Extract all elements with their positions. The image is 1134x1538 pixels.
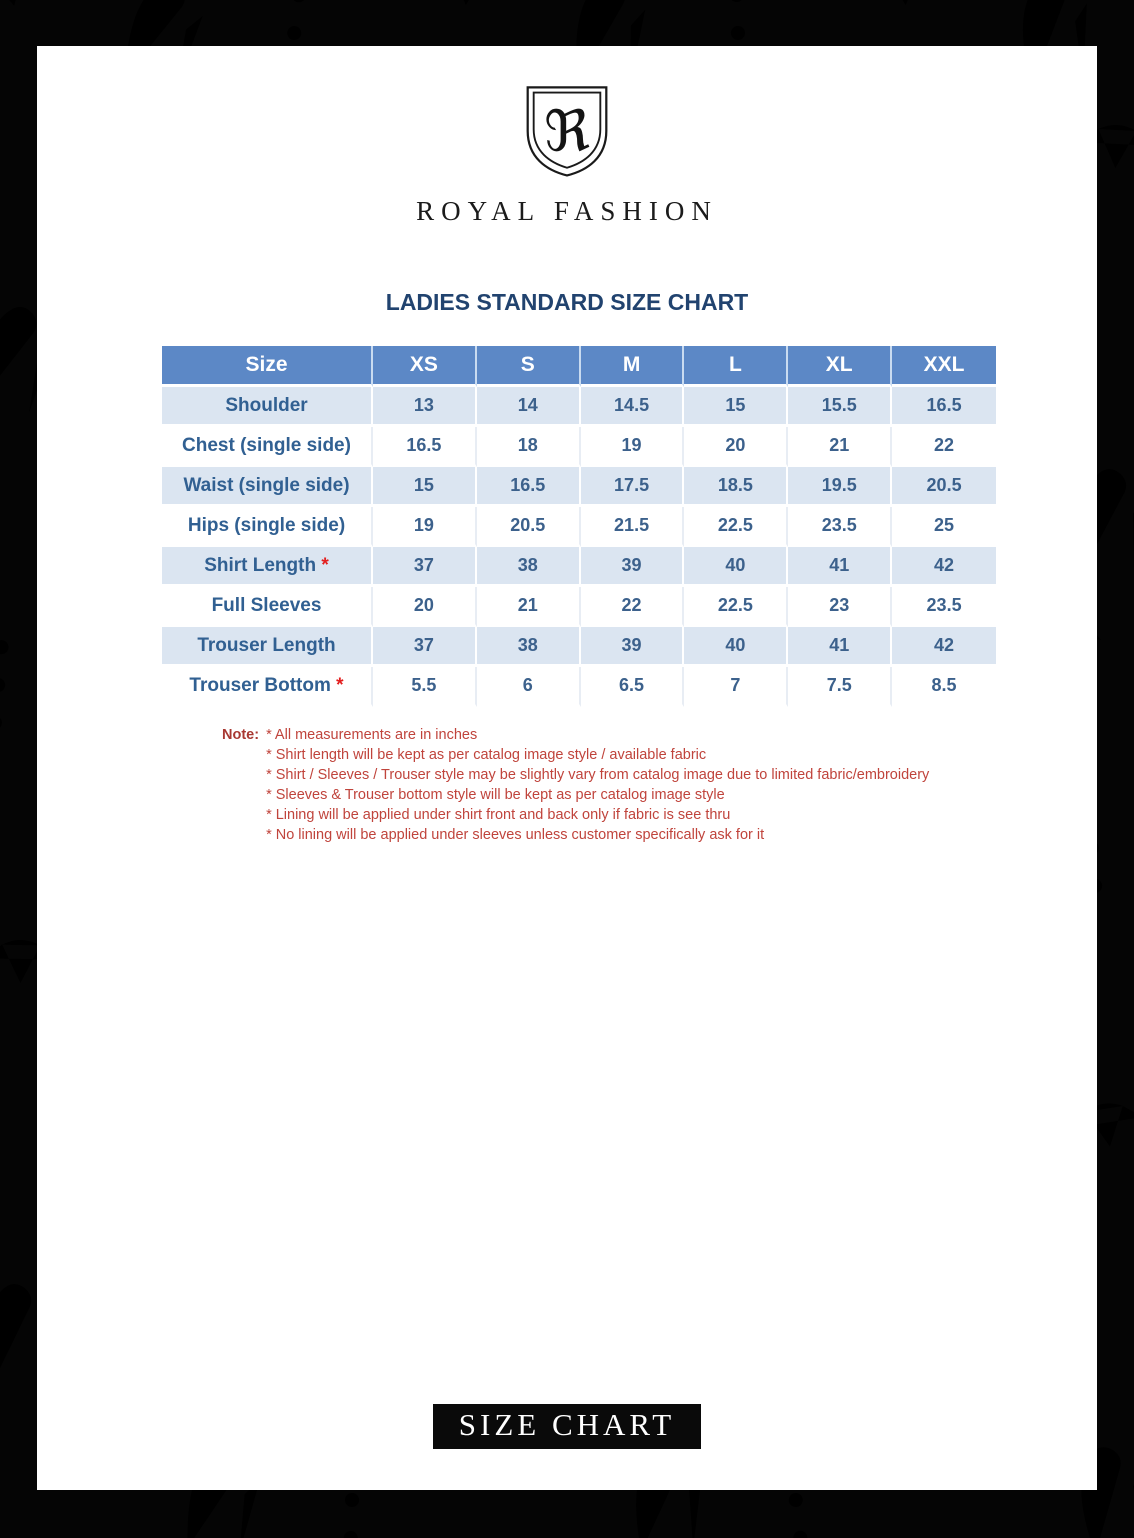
table-row bbox=[162, 427, 996, 467]
row-label-text: Chest (single side) bbox=[182, 434, 351, 456]
row-label-cell bbox=[162, 547, 373, 587]
table-row bbox=[162, 547, 996, 587]
size-value-cell: 39 bbox=[581, 627, 685, 667]
size-value-cell: 42 bbox=[892, 627, 996, 667]
size-value-cell: 21 bbox=[477, 587, 581, 627]
size-value-cell: 16.5 bbox=[892, 387, 996, 427]
size-value-cell: 15 bbox=[684, 387, 788, 427]
brand-name: ROYAL FASHION bbox=[416, 196, 718, 226]
note-item: * No lining will be applied under sleeves unless customer specifically ask for it bbox=[266, 827, 765, 843]
size-value-cell: 14.5 bbox=[581, 387, 685, 427]
column-header-m: M bbox=[581, 346, 685, 387]
column-header-xxl: XXL bbox=[892, 346, 996, 387]
size-value-cell: 22 bbox=[581, 587, 685, 627]
row-label-cell bbox=[162, 427, 373, 467]
size-value-cell: 22 bbox=[892, 427, 996, 467]
size-value-cell: 41 bbox=[788, 627, 892, 667]
table-header-row bbox=[162, 346, 996, 387]
size-value-cell: 21 bbox=[788, 427, 892, 467]
column-header-xs: XS bbox=[373, 346, 477, 387]
size-value-cell: 14 bbox=[477, 387, 581, 427]
note-items bbox=[266, 725, 929, 845]
size-value-cell: 20 bbox=[373, 587, 477, 627]
row-label-cell bbox=[162, 587, 373, 627]
clothing-doodle-icon bbox=[0, 604, 38, 769]
size-value-cell: 37 bbox=[373, 627, 477, 667]
asterisk-marker: * bbox=[316, 554, 329, 576]
size-value-cell: 21.5 bbox=[581, 507, 685, 547]
brand-logo bbox=[37, 84, 1097, 227]
note-label: Note: bbox=[222, 727, 260, 743]
size-value-cell: 5.5 bbox=[373, 667, 477, 707]
row-label-cell bbox=[162, 467, 373, 507]
note-item: * Lining will be applied under shirt front and back only if fabric is see thru bbox=[266, 807, 731, 823]
size-value-cell: 19.5 bbox=[788, 467, 892, 507]
size-chart-table bbox=[162, 346, 996, 707]
column-header-xl: XL bbox=[788, 346, 892, 387]
row-label-cell bbox=[162, 507, 373, 547]
row-label-text: Waist (single side) bbox=[183, 474, 350, 496]
size-value-cell: 8.5 bbox=[892, 667, 996, 707]
footer-banner-wrap bbox=[37, 1404, 1097, 1449]
size-value-cell: 16.5 bbox=[373, 427, 477, 467]
size-value-cell: 15.5 bbox=[788, 387, 892, 427]
size-value-cell: 7.5 bbox=[788, 667, 892, 707]
size-value-cell: 38 bbox=[477, 627, 581, 667]
size-value-cell: 6.5 bbox=[581, 667, 685, 707]
size-value-cell: 20.5 bbox=[892, 467, 996, 507]
note-item: * Sleeves & Trouser bottom style will be kept as per catalog image style bbox=[266, 787, 725, 803]
size-chart-banner: SIZE CHART bbox=[433, 1404, 701, 1449]
size-value-cell: 22.5 bbox=[684, 507, 788, 547]
size-value-cell: 13 bbox=[373, 387, 477, 427]
size-value-cell: 37 bbox=[373, 547, 477, 587]
column-header-l: L bbox=[684, 346, 788, 387]
table-row bbox=[162, 467, 996, 507]
table-row bbox=[162, 627, 996, 667]
page-title: LADIES STANDARD SIZE CHART bbox=[385, 289, 749, 315]
size-value-cell: 18 bbox=[477, 427, 581, 467]
row-label-text: Shirt Length bbox=[204, 554, 317, 576]
size-value-cell: 15 bbox=[373, 467, 477, 507]
size-value-cell: 7 bbox=[684, 667, 788, 707]
size-value-cell: 23 bbox=[788, 587, 892, 627]
row-label-text: Hips (single side) bbox=[187, 514, 346, 536]
row-label-text: Trouser Bottom bbox=[189, 674, 331, 696]
size-value-cell: 23.5 bbox=[892, 587, 996, 627]
size-value-cell: 20 bbox=[684, 427, 788, 467]
size-value-cell: 18.5 bbox=[684, 467, 788, 507]
size-value-cell: 6 bbox=[477, 667, 581, 707]
size-value-cell: 22.5 bbox=[684, 587, 788, 627]
table-row bbox=[162, 587, 996, 627]
size-chart-page bbox=[37, 46, 1097, 1490]
table-row bbox=[162, 387, 996, 427]
size-value-cell: 23.5 bbox=[788, 507, 892, 547]
row-label-cell bbox=[162, 667, 373, 707]
note-item: * Shirt length will be kept as per catalog image style / available fabric bbox=[266, 747, 707, 763]
shield-logo-icon bbox=[523, 84, 611, 178]
table-row bbox=[162, 667, 996, 707]
size-value-cell: 40 bbox=[684, 627, 788, 667]
size-value-cell: 40 bbox=[684, 547, 788, 587]
row-label-cell bbox=[162, 387, 373, 427]
size-value-cell: 19 bbox=[373, 507, 477, 547]
note-item: * Shirt / Sleeves / Trouser style may be slightly vary from catalog image due to limited fabric/embroidery bbox=[266, 767, 930, 783]
size-value-cell: 39 bbox=[581, 547, 685, 587]
size-value-cell: 42 bbox=[892, 547, 996, 587]
blackletter-r-glyph: ℜ bbox=[544, 99, 590, 165]
row-label-cell bbox=[162, 627, 373, 667]
note-item: * All measurements are in inches bbox=[266, 727, 478, 743]
row-label-text: Trouser Length bbox=[197, 634, 336, 656]
size-value-cell: 19 bbox=[581, 427, 685, 467]
asterisk-marker: * bbox=[330, 674, 344, 696]
size-value-cell: 25 bbox=[892, 507, 996, 547]
row-label-text: Shoulder bbox=[225, 394, 308, 416]
notes-section bbox=[222, 725, 929, 845]
row-label-text: Full Sleeves bbox=[211, 594, 322, 616]
size-value-cell: 16.5 bbox=[477, 467, 581, 507]
column-header-size: Size bbox=[162, 346, 373, 387]
table-row bbox=[162, 507, 996, 547]
size-value-cell: 41 bbox=[788, 547, 892, 587]
size-value-cell: 17.5 bbox=[581, 467, 685, 507]
size-value-cell: 20.5 bbox=[477, 507, 581, 547]
size-value-cell: 38 bbox=[477, 547, 581, 587]
column-header-s: S bbox=[477, 346, 581, 387]
